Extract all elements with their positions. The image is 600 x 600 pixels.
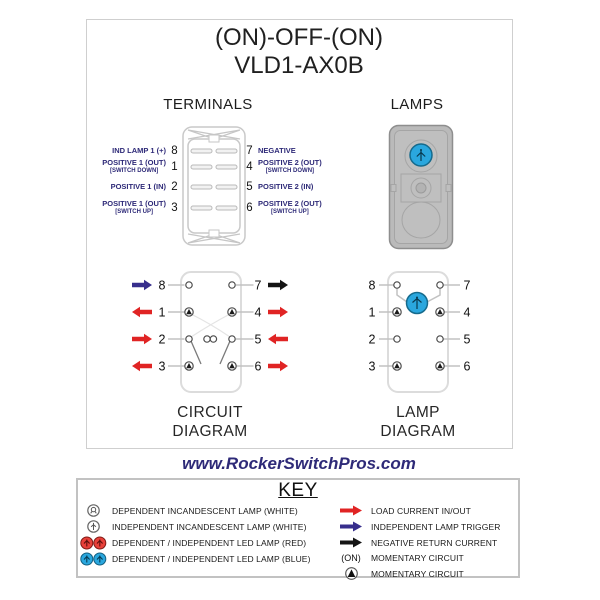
terminal-note: [SWITCH UP]: [271, 208, 309, 215]
terminal-label: IND LAMP 1 (+): [112, 145, 166, 155]
lamp-trigger-arrow-icon: [336, 521, 366, 532]
pin-number: 3: [158, 359, 166, 374]
pivot-contact-left: [204, 336, 210, 342]
pin-number: 2: [368, 332, 376, 347]
circuit-diagram-caption: CIRCUIT DIAGRAM: [172, 404, 248, 440]
terminal-row-5: [244, 178, 369, 196]
terminal-row-4: [244, 158, 369, 176]
actuator-left-notch: [391, 185, 396, 192]
switch-levers: [191, 341, 230, 364]
circuit-pin-numbers: [159, 279, 262, 374]
terminal-label: POSITIVE 2 (OUT): [258, 158, 322, 168]
pin-number: 2: [158, 332, 166, 347]
key-item: MOMENTARY CIRCUIT: [336, 566, 464, 581]
pin-number: 8: [368, 278, 376, 293]
rocker-actuator-drawing: [388, 124, 454, 250]
lamp-traces: [191, 314, 230, 337]
switch-rear-view-drawing: [180, 124, 248, 250]
terminal-row-6: [244, 199, 369, 217]
led-lamp-red-icon: [80, 536, 107, 550]
pin-number: 1: [368, 305, 376, 320]
bottom-center-tab: [209, 230, 219, 237]
pin-number: 7: [246, 145, 253, 157]
pin-number: 3: [368, 359, 376, 374]
terminal-row-2: [88, 178, 180, 196]
key-title: KEY: [278, 480, 318, 501]
negative-return-arrow-icon: [268, 280, 288, 290]
pin-number: 8: [158, 278, 166, 293]
terminals-section-header: TERMINALS: [163, 96, 253, 113]
terminal-label: POSITIVE 1 (OUT): [102, 158, 166, 168]
pin-number: 5: [246, 181, 253, 193]
dependent-incandescent-lamp-icon: [80, 503, 107, 518]
pin-number: 5: [254, 332, 262, 347]
led-lamp-blue-icon: [80, 552, 107, 566]
negative-return-arrow-icon: [336, 537, 366, 548]
key-item: NEGATIVE RETURN CURRENT: [336, 535, 497, 550]
lamp-diagram-caption: LAMP DIAGRAM: [380, 404, 456, 440]
top-center-tab: [209, 135, 219, 142]
key-item: (ON) MOMENTARY CIRCUIT: [336, 550, 464, 565]
terminal-label: POSITIVE 1 (OUT): [102, 199, 166, 209]
key-item: INDEPENDENT LAMP TRIGGER: [336, 519, 500, 534]
key-item: DEPENDENT / INDEPENDENT LED LAMP (RED): [80, 535, 306, 550]
pin-number: 4: [246, 161, 253, 173]
key-item: LOAD CURRENT IN/OUT: [336, 503, 471, 518]
pin-number: 7: [254, 278, 262, 293]
terminal-note: [SWITCH DOWN]: [265, 167, 315, 174]
lamp-trigger-arrow-icon: [132, 280, 152, 290]
actuator-pivot-inner: [416, 183, 426, 193]
load-current-arrow-icon: [336, 505, 366, 516]
pin-number: 3: [171, 202, 178, 214]
momentary-on-label: (ON): [341, 552, 361, 563]
key-item: DEPENDENT INCANDESCENT LAMP (WHITE): [80, 503, 298, 518]
pin-number: 7: [463, 278, 471, 293]
website-url: www.RockerSwitchPros.com: [182, 454, 416, 473]
terminal-label: NEGATIVE: [258, 145, 296, 155]
pin-number: 8: [171, 145, 178, 157]
circuit-diagram-drawing: [118, 266, 302, 400]
terminal-note: [SWITCH UP]: [115, 208, 153, 215]
terminal-label: POSITIVE 2 (IN): [258, 181, 314, 191]
circuit-switch-body: [181, 272, 241, 392]
terminal-note: [SWITCH DOWN]: [109, 167, 159, 174]
pin-number: 6: [246, 202, 253, 214]
actuator-right-notch: [446, 185, 451, 192]
terminal-row-3: [88, 199, 180, 217]
pin-number: 2: [171, 181, 178, 193]
terminal-row-1: [88, 158, 180, 176]
momentary-circuit-icon: [336, 566, 366, 581]
key-item: INDEPENDENT INCANDESCENT LAMP (WHITE): [80, 519, 307, 534]
pin-number: 1: [158, 305, 166, 320]
independent-incandescent-lamp-icon: [80, 519, 107, 534]
pin-number: 4: [463, 305, 471, 320]
pivot-contact-right: [210, 336, 216, 342]
lamps-section-header: LAMPS: [390, 96, 444, 113]
terminal-label: POSITIVE 1 (IN): [110, 181, 166, 191]
pin-number: 5: [463, 332, 471, 347]
pin-number: 6: [254, 359, 262, 374]
key-item: DEPENDENT / INDEPENDENT LED LAMP (BLUE): [80, 551, 311, 566]
terminal-label: POSITIVE 2 (OUT): [258, 199, 322, 209]
pin-number: 6: [463, 359, 471, 374]
actuator-bottom-oval: [402, 202, 440, 238]
lamp-diagram-drawing: [360, 266, 490, 400]
switch-type-title: (ON)-OFF-(ON): [215, 24, 383, 51]
model-number-title: VLD1-AX0B: [234, 52, 364, 79]
pin-number: 4: [254, 305, 262, 320]
pin-number: 1: [171, 161, 178, 173]
